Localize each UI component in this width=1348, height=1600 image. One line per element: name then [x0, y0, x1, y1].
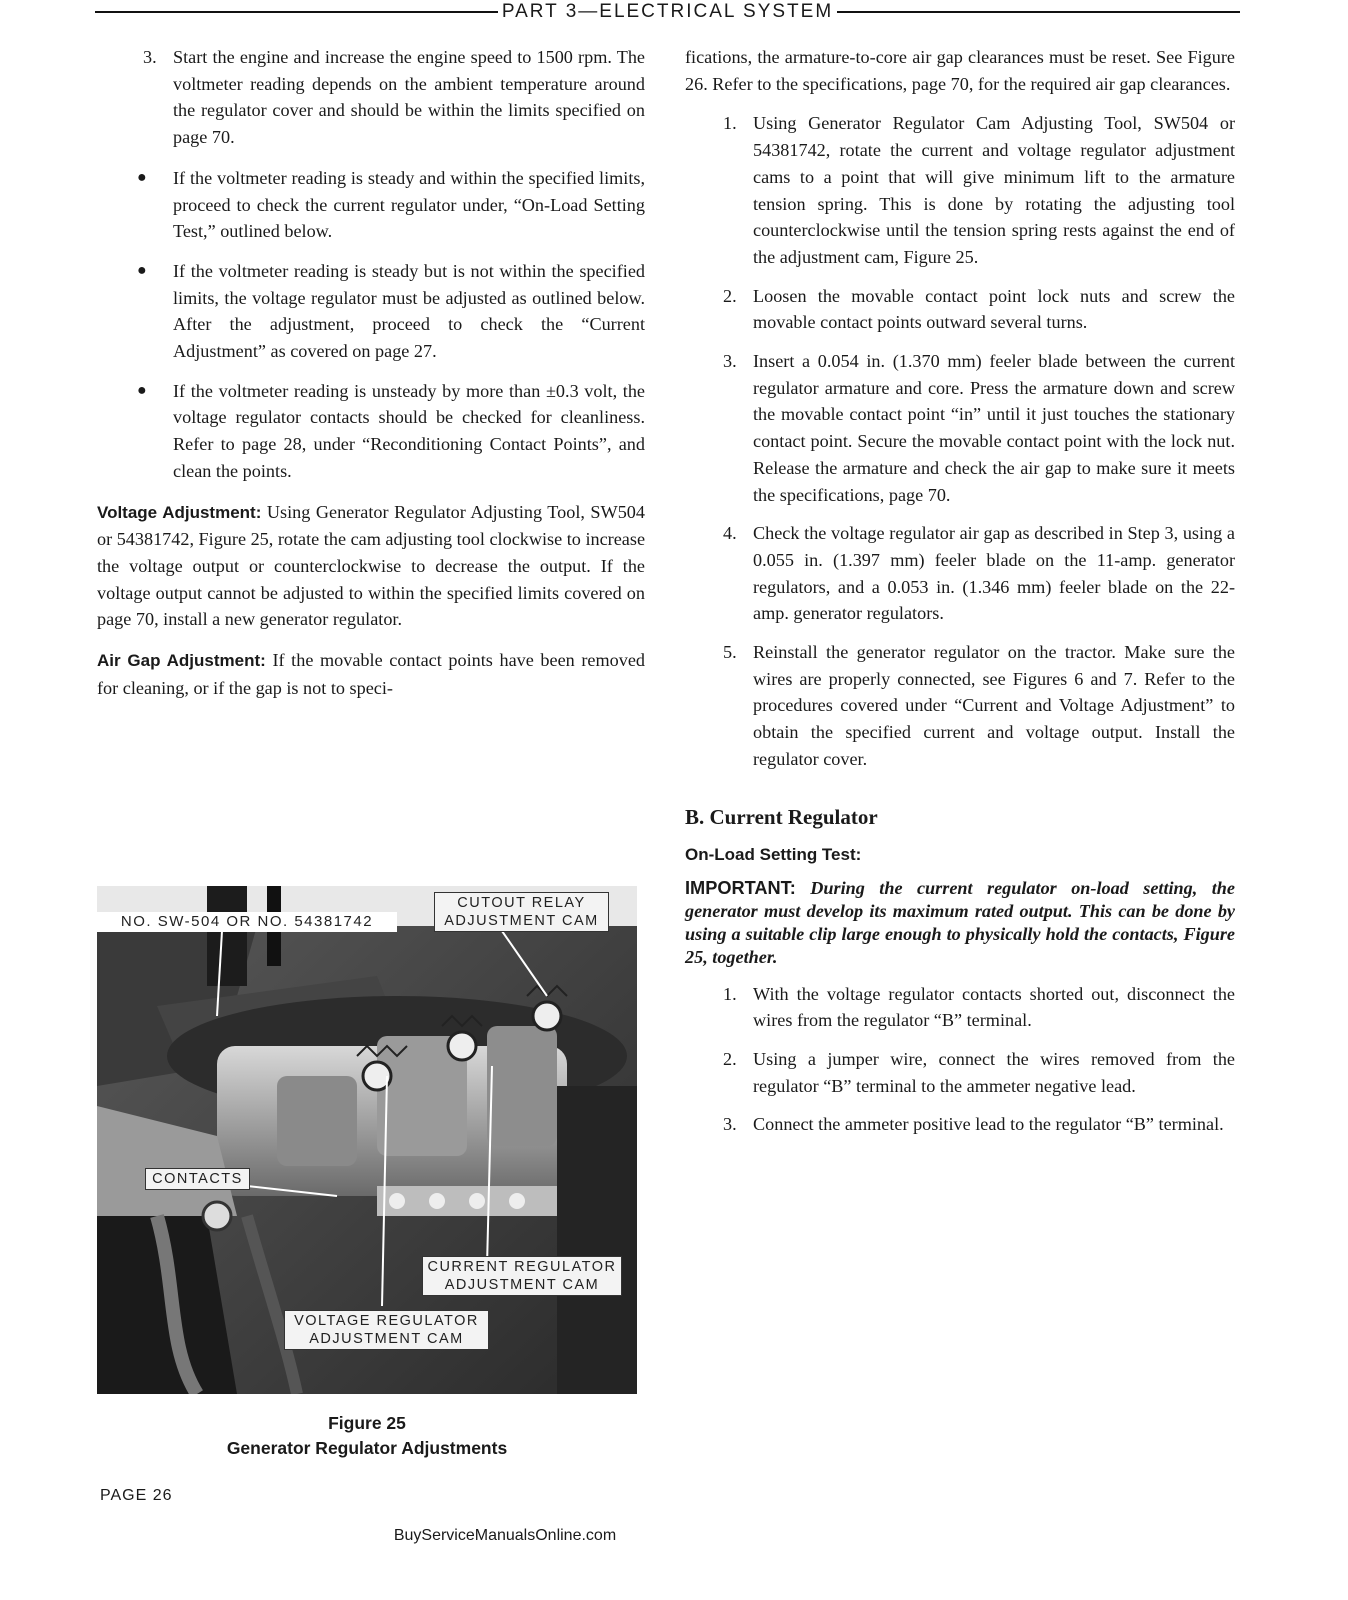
step-number: 3.: [723, 1114, 737, 1135]
page-header: [95, 0, 1240, 24]
figure-caption-number: Figure 25: [328, 1413, 406, 1433]
header-rule-right: [837, 11, 1240, 13]
left-column: [97, 44, 645, 701]
step-number: 2.: [723, 1048, 737, 1069]
figure-caption-title: Generator Regulator Adjustments: [226, 1438, 508, 1458]
on-load-step: [685, 1046, 1235, 1099]
step-number: 4.: [723, 523, 737, 544]
air-gap-step: [685, 348, 1235, 508]
air-gap-adjustment-paragraph: [97, 647, 645, 701]
bullet-dot-icon: ●: [137, 261, 147, 279]
air-gap-step: [685, 110, 1235, 270]
continuation-paragraph: fications, the armature-to-core air gap clearances must be reset. See Figure 26. Refer to the specifications, page 70, for the required air gap clearances.: [685, 47, 1235, 94]
air-gap-step: [685, 283, 1235, 336]
on-load-step: [685, 981, 1235, 1034]
voltage-regulator-callout: VOLTAGE REGULATOR ADJUSTMENT CAM: [284, 1310, 489, 1350]
footer-url: BuyServiceManualsOnline.com: [393, 1527, 617, 1544]
step-text: With the voltage regulator contacts shorted out, disconnect the wires from the regulator “B” terminal.: [753, 983, 1235, 1031]
header-title: PART 3—ELECTRICAL SYSTEM: [501, 1, 834, 22]
air-gap-adjustment-text: If the movable contact points have been removed for cleaning, or if the gap is not to speci-: [97, 650, 646, 698]
bullet-dot-icon: ●: [137, 168, 147, 186]
step-text: Reinstall the generator regulator on the tractor. Make sure the wires are properly connected, see Figures 6 and 7. Refer to the procedures covered under “Current and Voltage Adjustment” to obtain the specified current and voltage output. Install the regulator cover.: [753, 642, 1235, 769]
bullet-text: If the voltmeter reading is unsteady by more than ±0.3 volt, the voltage regulator contacts should be checked for cleanliness. Refer to page 28, under “Reconditioning Contact Points”, and clean the points.: [173, 380, 645, 481]
header-rule-left: [95, 11, 498, 13]
voltage-adjustment-label: Voltage Adjustment:: [97, 502, 262, 522]
on-load-step: [685, 1111, 1235, 1138]
step-text: Using Generator Regulator Cam Adjusting Tool, SW504 or 54381742, rotate the current and voltage regulator adjustment cams to a point that will give minimum lift to the armature tension spring. This is done by rotating the adjusting tool counterclockwise until the tension spring rests against the end of the adjustment cam, Figure 25.: [753, 113, 1235, 267]
step-text: Start the engine and increase the engine speed to 1500 rpm. The voltmeter reading depends on the ambient temperature around the regulator cover and should be within the limits specified on page 70.: [173, 47, 645, 148]
step-3: [97, 44, 645, 151]
bullet-item: [97, 378, 645, 485]
important-note: [685, 877, 1235, 969]
step-text: Connect the ammeter positive lead to the regulator “B” terminal.: [753, 1114, 1224, 1135]
step-text: Insert a 0.054 in. (1.370 mm) feeler blade between the current regulator armature and core. Press the armature down and screw the movable contact point “in” until it just touches the stationary contact point. Secure the movable contact point with the lock nut. Release the armature and check the air gap to make sure it meets the specifications, page 70.: [753, 351, 1235, 505]
contacts-callout: CONTACTS: [145, 1168, 250, 1190]
figure-25-photo: [97, 886, 637, 1394]
step-text: Using a jumper wire, connect the wires removed from the regulator “B” terminal to the ammeter negative lead.: [753, 1048, 1235, 1096]
subsection-heading: On-Load Setting Test:: [685, 844, 862, 864]
bullet-text: If the voltmeter reading is steady and within the specified limits, proceed to check the current regulator under, “On-Load Setting Test,” outlined below.: [173, 167, 645, 242]
air-gap-step: [685, 639, 1235, 773]
step-number: 3.: [143, 47, 157, 67]
air-gap-adjustment-label: Air Gap Adjustment:: [97, 651, 266, 671]
step-number: 5.: [723, 642, 737, 663]
bullet-item: [97, 165, 645, 245]
bullet-text: If the voltmeter reading is steady but is not within the specified limits, the voltage regulator must be adjusted as outlined below. After the adjustment, proceed to check the “Current Adjustment” as covered on page 27.: [173, 260, 645, 362]
step-text: Check the voltage regulator air gap as described in Step 3, using a 0.055 in. (1.397 mm) feeler blade on the 11-amp. generator regulators, and a 0.053 in. (1.346 mm) feeler blade on the 22-amp. generator regulators.: [753, 523, 1235, 624]
voltage-adjustment-paragraph: [97, 499, 645, 634]
bullet-item: [97, 258, 645, 365]
cutout-relay-callout: CUTOUT RELAY ADJUSTMENT CAM: [434, 892, 609, 932]
step-number: 1.: [723, 983, 737, 1004]
section-heading: B. Current Regulator: [685, 804, 878, 829]
right-column: [685, 44, 1235, 1138]
tool-number-callout: NO. SW-504 OR NO. 54381742: [97, 912, 397, 932]
voltage-adjustment-text: Using Generator Regulator Adjusting Tool, SW504 or 54381742, Figure 25, rotate the cam adjusting tool clockwise to increase the voltage output or counterclockwise to decrease the output. If the voltage output cannot be adjusted to within the specified limits covered on page 70, install a new generator regulator.: [97, 501, 646, 630]
current-regulator-callout: CURRENT REGULATOR ADJUSTMENT CAM: [422, 1256, 622, 1296]
step-number: 1.: [723, 113, 737, 134]
air-gap-step: [685, 520, 1235, 627]
bullet-dot-icon: ●: [137, 381, 147, 399]
important-text: During the current regulator on-load setting, the generator must develop its maximum rated output. This can be done by using a suitable clip large enough to physically hold the contacts, Figure 25, together.: [685, 877, 1235, 967]
page-number: PAGE 26: [100, 1487, 173, 1504]
step-text: Loosen the movable contact point lock nuts and screw the movable contact points outward several turns.: [753, 285, 1235, 333]
important-label: IMPORTANT:: [685, 877, 796, 898]
step-number: 2.: [723, 285, 737, 306]
step-number: 3.: [723, 351, 737, 372]
